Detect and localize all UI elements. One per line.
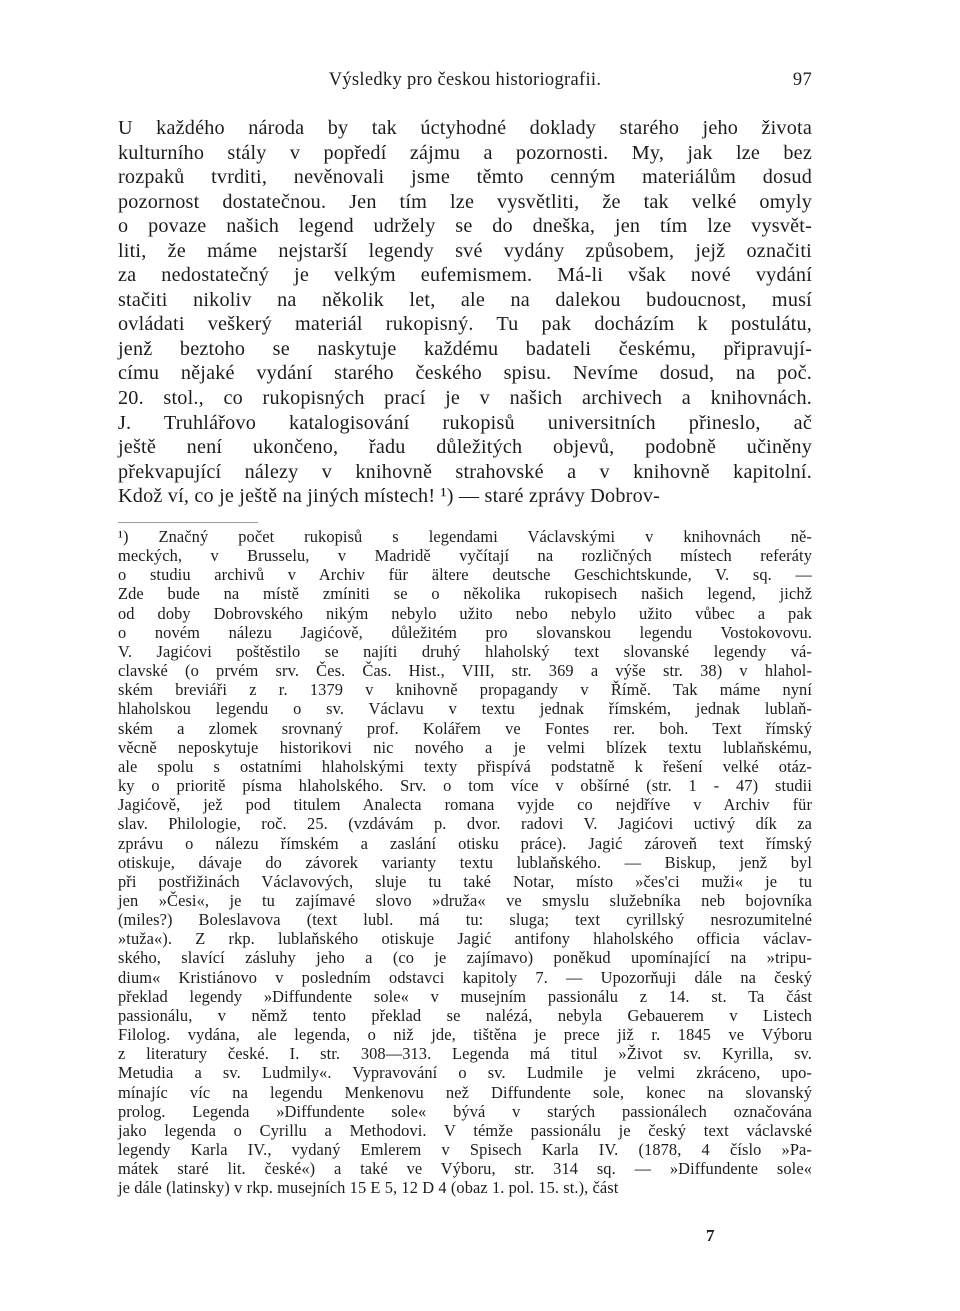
footnote-line: při postřižinách Václavových, sluje tu také Notar, místo »čes'ci muži« je tu [118, 871, 812, 891]
footnote-line: mínajíc víc na legendu Menkenovu než Diffundente sole, konec na slovanský [118, 1082, 812, 1102]
footnote-line: věcně neposkytuje historikovi nic nového a je velmi blízek textu lublaňskému, [118, 737, 812, 757]
footnote-line: zprávu o nálezu římském a zaslání otisku práce). Jagić zároveň text římský [118, 833, 812, 853]
body-line: rozpaků tvrditi, nevěnovali jsme těmto cenným materiálům dosud [118, 166, 812, 189]
body-line: kulturního stály v popředí zájmu a pozornosti. My, jak lze bez [118, 141, 812, 164]
footnote-line: ale spolu s ostatními hlaholskými texty přispívá podstatně k řešení velké otáz- [118, 756, 812, 776]
footnote-line: Metudia a sv. Ludmily«. Vypravování o sv. Ludmile je velmi zkráceno, upo- [118, 1063, 812, 1083]
footnote-line: Zde bude na místě zmíniti se o několika rukopisech našich legend, jichž [118, 584, 812, 604]
signature-mark: 7 [706, 1226, 715, 1245]
footnote-line: mátek staré lit. české«) a také ve Výboru, str. 314 sq. — »Diffundente sole« [118, 1159, 812, 1179]
body-paragraph [118, 116, 812, 509]
footnote-line: o novém nálezu Jagićově, důležitém pro slovanskou legendu Vostokovovu. [118, 622, 812, 642]
footnote-line: ském breviáři z r. 1379 v knihovně propagandy v Římě. Tak máme nyní [118, 680, 812, 700]
footnote-line: slav. Philologie, roč. 25. (vzdávám p. dvor. radovi V. Jagićovi uctivý dík za [118, 814, 812, 834]
footnote-line: dium« Kristiánovo v posledním odstavci kapitoly 7. — Upozorňuji dále na český [118, 967, 812, 987]
footnote-line: jako legenda o Cyrillu a Methodovi. V témže passionálu je český text václavské [118, 1120, 812, 1140]
footnote-line: »tuža«). Z rkp. lublaňského otiskuje Jagić antifony hlaholského officia václav- [118, 929, 812, 949]
body-line: jenž beztoho se naskytuje každému badateli českému, připravují- [118, 337, 812, 360]
body-line: o povaze našich legend udržely se do dneška, jen tím lze vysvět- [118, 215, 812, 238]
footnote-line: (miles?) Boleslavova (text lubl. má tu: sluga; text cyrillský nesrozumitelné [118, 910, 812, 930]
body-line: J. Truhlářovo katalogisování rukopisů universitních přineslo, ač [118, 411, 812, 434]
footnote-line: otiskuje, dávaje do závorek varianty textu lublaňského. — Biskup, jenž byl [118, 852, 812, 872]
body-line: Kdož ví, co je ještě na jiných místech! ¹) — staré zprávy Dobrov- [118, 485, 661, 508]
body-line: U každého národa by tak úctyhodné doklady starého jeho života [118, 117, 812, 139]
footnote-line: ského, slavící zásluhy jeho a (co je zajímavo) poněkud upomínající na »tripu- [118, 948, 812, 968]
body-line: liti, že máme nejstarší legendy své vydány způsobem, jejž označiti [118, 239, 812, 262]
footnote-line: clavské (o prvém srv. Čes. Čas. Hist., VIII, str. 369 a výše str. 38) v hlahol- [118, 661, 812, 681]
body-line: ovládati veškerý materiál rukopisný. Tu pak docházím k postulátu, [118, 313, 812, 336]
body-line: pozornost dostatečnou. Jen tím lze vysvětliti, že tak velké omyly [118, 190, 812, 213]
footnote-line: legendy Karla IV., vydaný Emlerem v Spisech Karla IV. (1878, 4 číslo »Pa- [118, 1140, 812, 1159]
body-line: za nedostatečný je velkým eufemismem. Má-li však nové vydání [118, 264, 812, 287]
body-line: ještě není ukončeno, řadu důležitých objevů, podobně učiněny [118, 436, 812, 459]
body-line: stačiti nikoliv na několik let, ale na dalekou budoucnost, musí [118, 288, 812, 311]
footnote-line: je dále (latinsky) v rkp. musejních 15 E 5, 12 D 4 (obaz 1. pol. 15. st.), část [118, 1178, 619, 1198]
footnote-line: ¹) Značný počet rukopisů s legendami Václavskými v knihovnách ně- [118, 527, 812, 546]
footnote-line: ky o prioritě písma hlaholského. Srv. o tom více v obšírné (str. 1 - 47) studii [118, 776, 812, 796]
footnote-line: ském a zlomek srovnaný prof. Kolářem ve Fontes rer. boh. Text římský [118, 718, 812, 738]
footnote-separator [118, 522, 258, 523]
body-line: překvapující nálezy v knihovně strahovské a v knihovně kapitolní. [118, 460, 812, 483]
body-line: címu nějaké vydání starého českého spisu. Nevíme dosud, na poč. [118, 362, 812, 385]
footnote-line: prolog. Legenda »Diffundente sole« bývá v starých passionálech označována [118, 1101, 812, 1121]
footnote-line: o studiu archivů v Archiv für ältere deutsche Geschichtskunde, V. sq. — [118, 565, 812, 585]
footnote [118, 527, 812, 1197]
running-title: Výsledky pro českou historiografii. [328, 70, 602, 90]
footnote-line: překlad legendy »Diffundente sole« v musejním passionálu z 14. st. Ta část [118, 986, 812, 1006]
footnote-line: passionálu, v němž tento překlad se nalézá, nebyla Gebauerem v Listech [118, 1005, 812, 1025]
footnote-line: od doby Dobrovského nikým nebylo užito nebo nebylo užito vůbec a pak [118, 603, 812, 623]
page-number: 97 [792, 70, 812, 90]
footnote-line: V. Jagićovi poštěstilo se najíti druhý hlaholský text slovanské legendy vá- [118, 641, 812, 661]
footnote-line: jen »Česi«, je tu zajímavé slovo »druža« ve smyslu služebníka neb bojovníka [118, 890, 812, 910]
footnote-line: meckých, v Brusselu, v Madridě vyčítají na rozličných místech referáty [118, 546, 812, 566]
running-header [118, 70, 812, 98]
footnote-line: z literatury české. I. str. 308—313. Legenda má titul »Život sv. Kyrilla, sv. [118, 1044, 812, 1064]
footnote-line: Filolog. vydána, ale legenda, o niž jde, tištěna je prece již r. 1845 ve Výboru [118, 1025, 812, 1045]
footnote-line: Jagićově, jež pod titulem Analecta romana vyjde co nejdříve v Archiv für [118, 795, 812, 815]
body-line: 20. stol., co rukopisných prací je v našich archivech a knihovnách. [118, 387, 812, 410]
footnote-line: hlaholskou legendu o sv. Václavu v textu jednak římském, jednak lublaň- [118, 699, 812, 719]
